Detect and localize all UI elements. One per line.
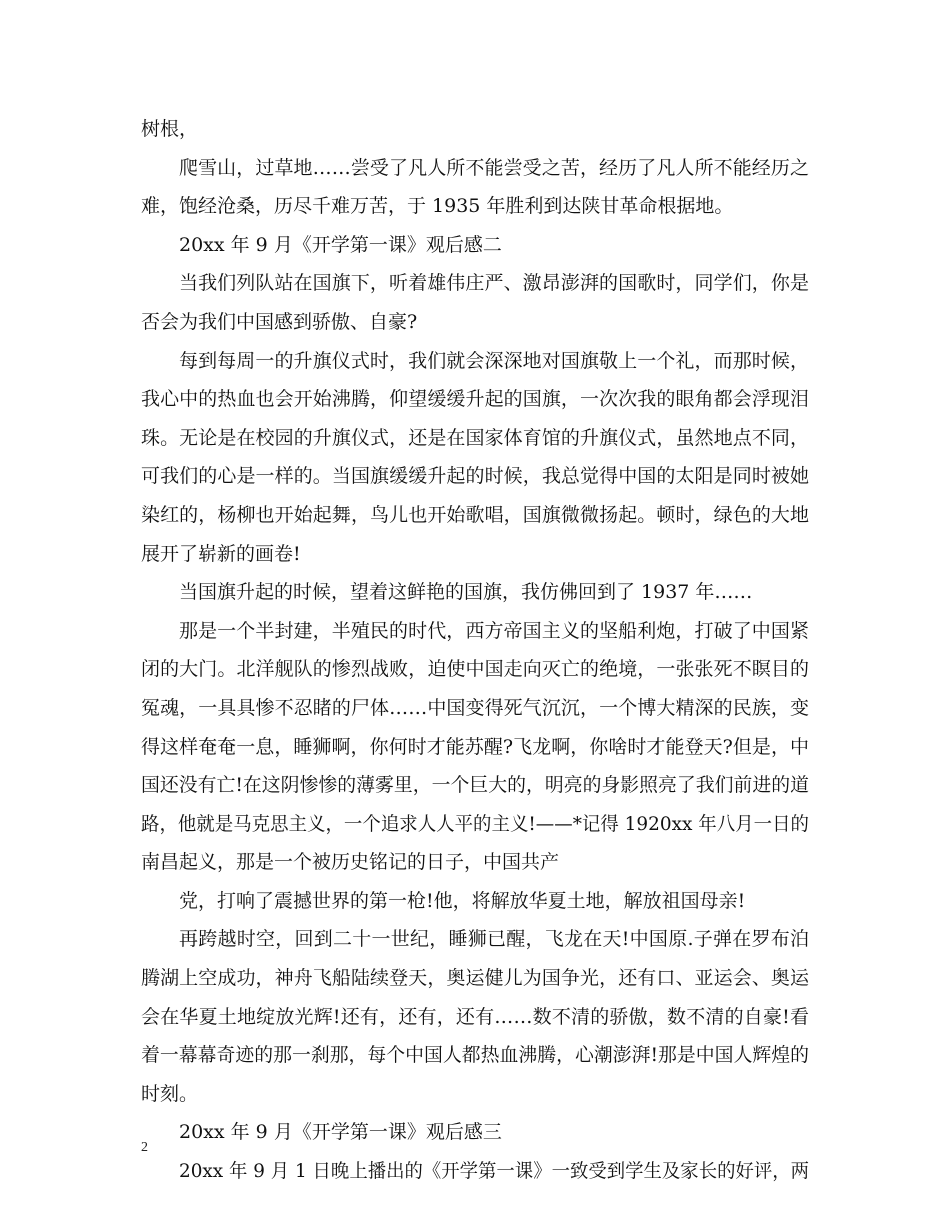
text-line: 时刻。 [141, 1082, 199, 1105]
text-line: 党，打响了震撼世界的第一枪!他，将解放华夏土地，解放祖国母亲! [179, 889, 746, 912]
text-line: 爬雪山，过草地……尝受了凡人所不能尝受之苦，经历了凡人所不能经历之 [179, 156, 810, 179]
page-number: 2 [141, 1140, 148, 1155]
text-line: 展开了崭新的画卷! [141, 542, 301, 565]
text-line: 那是一个半封建，半殖民的时代，西方帝国主义的坚船利炮，打破了中国紧 [179, 619, 810, 642]
text-line: 我心中的热血也会开始沸腾，仰望缓缓升起的国旗，一次次我的眼角都会浮现泪 [141, 388, 810, 411]
text-line: 否会为我们中国感到骄傲、自豪? [141, 310, 418, 333]
text-line: 路，他就是马克思主义，一个追求人人平的主义!——*记得 1920xx 年八月一日的 [141, 812, 809, 835]
text-line: 每到每周一的升旗仪式时，我们就会深深地对国旗敬上一个礼，而那时候， [179, 349, 810, 372]
text-line: 树根， [141, 118, 199, 140]
document-body [141, 110, 809, 1191]
text-line: 南昌起义，那是一个被历史铭记的日子，中国共产 [141, 851, 560, 874]
text-line: 难，饱经沧桑，历尽千难万苦，于 1935 年胜利到达陕甘革命根据地。 [141, 195, 734, 218]
text-line: 国还没有亡!在这阴惨惨的薄雾里，一个巨大的，明亮的身影照亮了我们前进的道 [141, 774, 809, 797]
text-line: 珠。无论是在校园的升旗仪式，还是在国家体育馆的升旗仪式，虽然地点不同， [141, 426, 810, 449]
text-line: 染红的，杨柳也开始起舞，鸟儿也开始歌唱，国旗微微扬起。顿时，绿色的大地 [141, 503, 810, 526]
text-line: 当国旗升起的时候，望着这鲜艳的国旗，我仿佛回到了 1937 年…… [179, 581, 753, 604]
text-line: 着一幕幕奇迹的那一刹那，每个中国人都热血沸腾，心潮澎湃!那是中国人辉煌的 [141, 1044, 809, 1067]
text-line: 可我们的心是一样的。当国旗缓缓升起的时候，我总觉得中国的太阳是同时被她 [141, 465, 810, 488]
text-line: 20xx 年 9 月《开学第一课》观后感三 [179, 1121, 502, 1144]
text-line: 当我们列队站在国旗下，听着雄伟庄严、激昂澎湃的国歌时，同学们，你是 [179, 272, 810, 295]
text-line: 冤魂，一具具惨不忍睹的尸体……中国变得死气沉沉，一个博大精深的民族，变 [141, 696, 810, 719]
text-line: 会在华夏土地绽放光辉!还有，还有，还有……数不清的骄傲，数不清的自豪!看 [141, 1005, 810, 1028]
text-line: 闭的大门。北洋舰队的惨烈战败，迫使中国走向灭亡的绝境，一张张死不瞑目的 [141, 658, 810, 681]
text-line: 再跨越时空，回到二十一世纪，睡狮已醒，飞龙在天!中国原.子弹在罗布泊 [179, 928, 810, 951]
text-line: 腾湖上空成功，神舟飞船陆续登天，奥运健儿为国争光，还有口、亚运会、奥运 [141, 967, 810, 990]
text-line: 得这样奄奄一息，睡狮啊，你何时才能苏醒?飞龙啊，你啥时才能登天?但是，中 [141, 735, 810, 758]
text-line: 20xx 年 9 月《开学第一课》观后感二 [179, 233, 502, 256]
text-line: 20xx 年 9 月 1 日晚上播出的《开学第一课》一致受到学生及家长的好评，两 [179, 1160, 810, 1183]
